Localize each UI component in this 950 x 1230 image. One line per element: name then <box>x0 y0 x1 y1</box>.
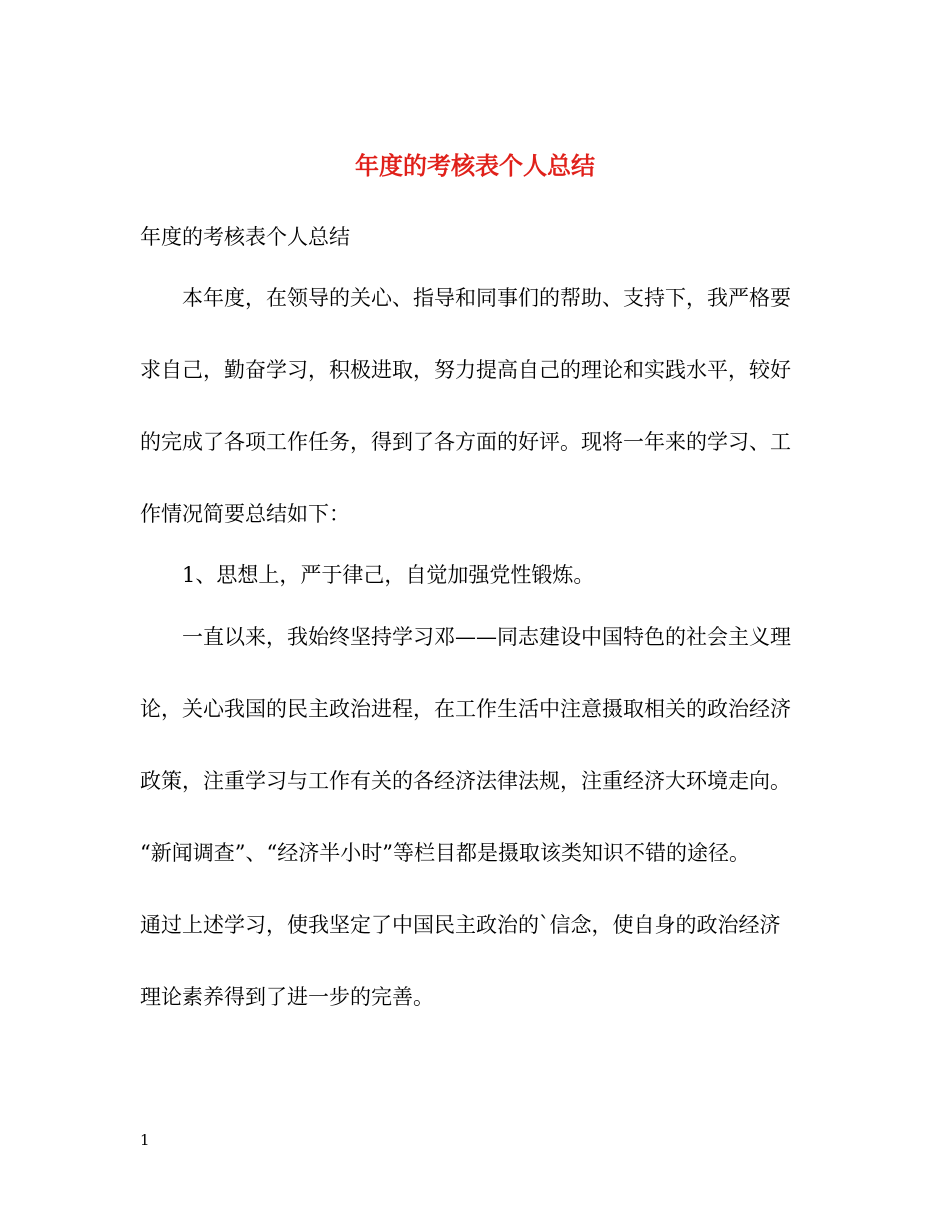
paragraph-line: “新闻调查”、“经济半小时”等栏目都是摄取该类知识不错的途径。 <box>140 841 750 865</box>
paragraph-line: 通过上述学习，使我坚定了中国民主政治的`信念，使自身的政治经济 <box>140 913 781 937</box>
paragraph-line: 求自己，勤奋学习，积极进取，努力提高自己的理论和实践水平，较好 <box>140 358 791 382</box>
paragraph-line: 政策，注重学习与工作有关的各经济法律法规，注重经济大环境走向。 <box>140 769 791 793</box>
paragraph-line: 作情况简要总结如下： <box>140 502 350 526</box>
paragraph-line: 理论素养得到了进一步的完善。 <box>140 985 434 1009</box>
paragraph-line: 本年度，在领导的关心、指导和同事们的帮助、支持下，我严格要 <box>182 286 791 310</box>
paragraph-line: 的完成了各项工作任务，得到了各方面的好评。现将一年来的学习、工 <box>140 430 791 454</box>
subtitle-line: 年度的考核表个人总结 <box>140 225 350 249</box>
paragraph-line: 一直以来，我始终坚持学习邓——同志建设中国特色的社会主义理 <box>182 625 791 649</box>
document-title: 年度的考核表个人总结 <box>355 151 595 181</box>
section-heading: 1、思想上，严于律己，自觉加强党性锻炼。 <box>182 563 595 587</box>
page-number: 1 <box>140 1131 150 1149</box>
paragraph-line: 论，关心我国的民主政治进程，在工作生活中注意摄取相关的政治经济 <box>140 697 791 721</box>
